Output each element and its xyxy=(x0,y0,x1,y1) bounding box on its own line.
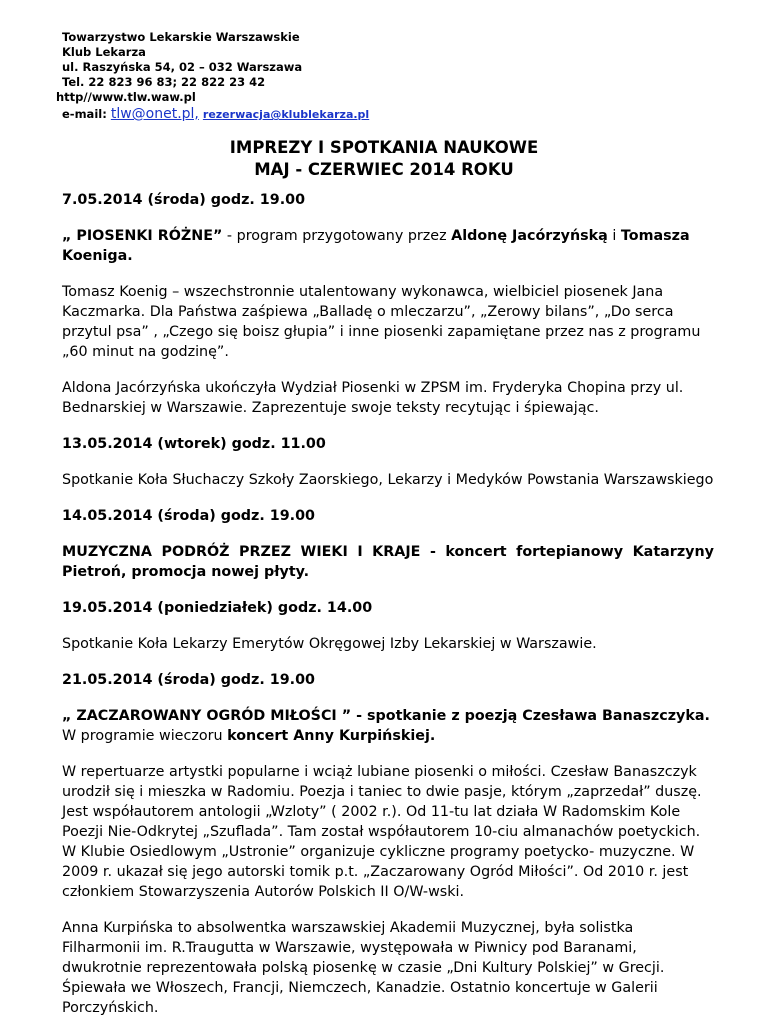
phone: Tel. 22 823 96 83; 22 822 23 42 xyxy=(62,75,266,89)
website: http//www.tlw.waw.pl xyxy=(56,90,196,104)
address: ul. Raszyńska 54, 02 – 032 Warszawa xyxy=(62,60,303,74)
doc-title: IMPREZY I SPOTKANIA NAUKOWE xyxy=(229,138,539,157)
email-line xyxy=(62,107,369,122)
event-title: MUZYCZNA PODRÓŻ PRZEZ WIEKI I KRAJE - koncert fortepianowy Katarzyny Pietroń, promocja nowej płyty. xyxy=(62,544,714,580)
club-name: Klub Lekarza xyxy=(62,45,146,59)
email-link-1[interactable]: tlw@onet.pl, xyxy=(110,106,199,122)
event-description: Anna Kurpińska to absolwentka warszawskiej Akademii Muzycznej, była solistka Filharmonii im. R.Traugutta w Warszawie, występowała w Piwnicy pod Baranami, dwukrotnie reprezentowała polską piosenkę w czasie „Dni Kultury Polskiej” w Grecji. Śpiewała we Włoszech, Francji, Niemczech, Kanadzie. Ostatnio koncertuje w Galerii Porczyńskich. xyxy=(62,920,665,1016)
event-title: „ ZACZAROWANY OGRÓD MIŁOŚCI ” - spotkanie z poezją Czesława Banaszczyka. W programie wieczoru koncert Anny Kurpińskiej. xyxy=(62,708,710,744)
letterhead xyxy=(56,30,370,122)
email-link-2[interactable]: rezerwacja@klublekarza.pl xyxy=(202,108,370,121)
email-label: e-mail: xyxy=(62,107,107,121)
event-date: 13.05.2014 (wtorek) godz. 11.00 xyxy=(62,436,326,452)
event-description: Aldona Jacórzyńska ukończyła Wydział Piosenki w ZPSM im. Fryderyka Chopina przy ul. Bednarskiej w Warszawie. Zaprezentuje swoje teksty recytując i śpiewając. xyxy=(62,380,684,416)
event-date: 21.05.2014 (środa) godz. 19.00 xyxy=(62,672,315,688)
doc-subtitle: MAJ - CZERWIEC 2014 ROKU xyxy=(254,160,514,179)
org-name: Towarzystwo Lekarskie Warszawskie xyxy=(62,30,300,44)
event-description: Spotkanie Koła Lekarzy Emerytów Okręgowej Izby Lekarskiej w Warszawie. xyxy=(62,636,597,652)
event-description: W repertuarze artystki popularne i wciąż lubiane piosenki o miłości. Czesław Banaszczyk urodził się i mieszka w Radomiu. Poezja i taniec to dwie pasje, którym „zaprzedał” duszę. Jest współautorem antologii „Wzloty” ( 2002 r.). Od 11-tu lat działa W Radomskim Kole Poezji Nie-Odkrytej „Szuflada”. Tam został współautorem 10-ciu almanachów poetyckich. W Klubie Osiedlowym „Ustronie” organizuje cykliczne programy poetycko- muzyczne. W 2009 r. ukazał się jego autorski tomik p.t. „Zaczarowany Ogród Miłości”. Od 2010 r. jest członkiem Stowarzyszenia Autorów Polskich II O/W-wski. xyxy=(62,764,702,900)
event-title: „ PIOSENKI RÓŻNE” - program przygotowany przez Aldonę Jacórzyńską i Tomasza Koeniga. xyxy=(62,228,690,264)
event-date: 7.05.2014 (środa) godz. 19.00 xyxy=(62,192,306,208)
event-description: Tomasz Koenig – wszechstronnie utalentowany wykonawca, wielbiciel piosenek Jana Kaczmarka. Dla Państwa zaśpiewa „Balladę o mleczarzu”, „Zerowy bilans”, „Do serca przytul psa” , „Czego się boisz głupia” i inne piosenki zapamiętane przez nas z programu „60 minut na godzinę”. xyxy=(62,284,701,360)
event-description: Spotkanie Koła Słuchaczy Szkoły Zaorskiego, Lekarzy i Medyków Powstania Warszawskiego xyxy=(62,472,714,488)
event-date: 19.05.2014 (poniedziałek) godz. 14.00 xyxy=(62,600,373,616)
events-list xyxy=(62,190,714,1018)
event-date: 14.05.2014 (środa) godz. 19.00 xyxy=(62,508,315,524)
